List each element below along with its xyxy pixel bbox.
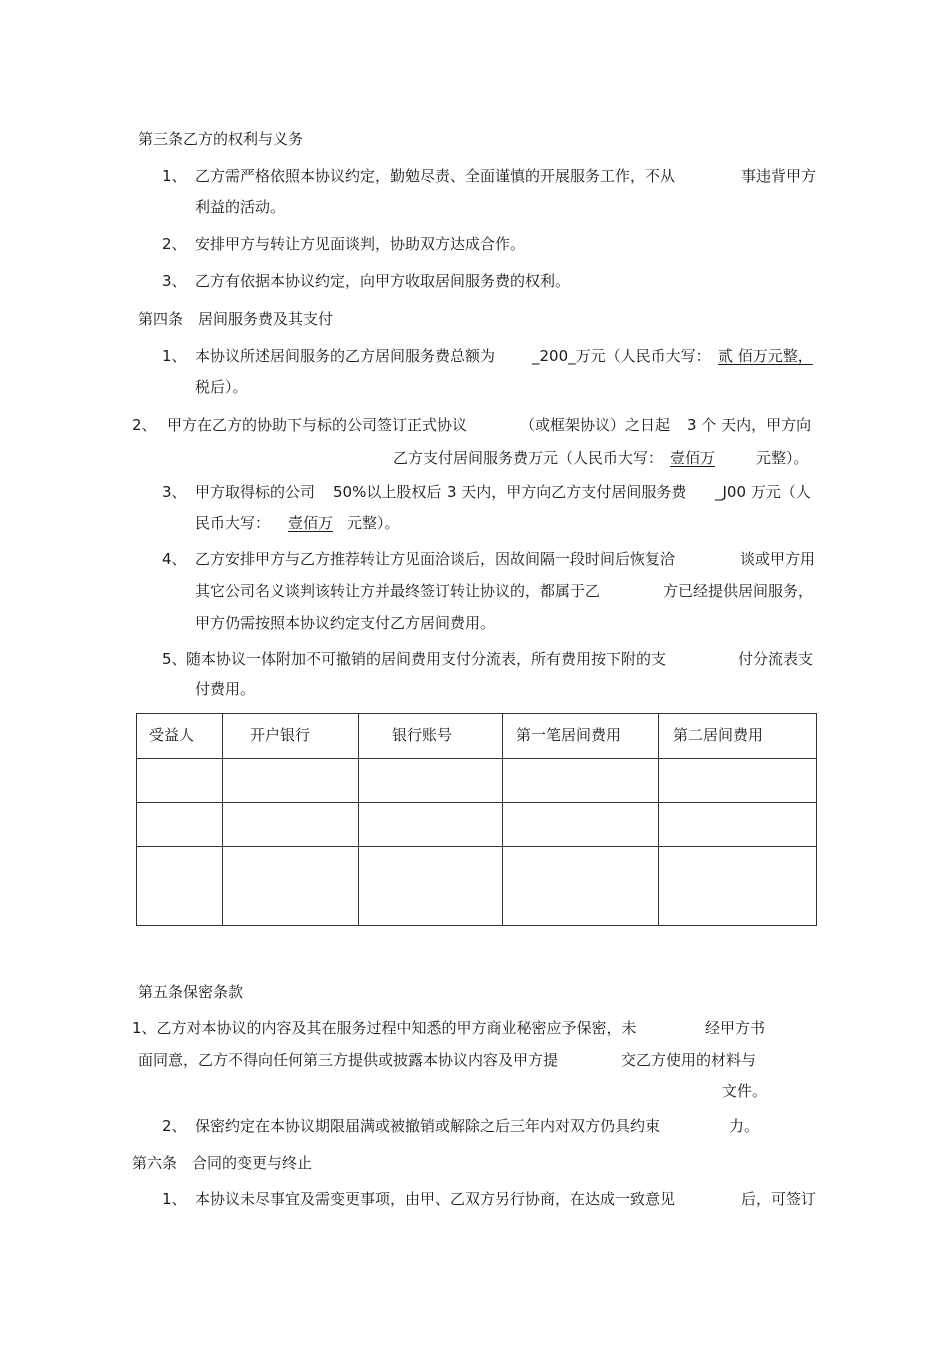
article4-item1-cont: 税后）。 <box>195 378 248 396</box>
article5-item1-text: 1、乙方对本协议的内容及其在服务过程中知悉的甲方商业秘密应予保密，未 <box>132 1019 637 1037</box>
table-header-beneficiary: 受益人 <box>149 726 195 744</box>
article3-item1-text: 乙方需严格依照本协议约定，勤勉尽责、全面谨慎的开展服务工作，不从 <box>195 167 676 185</box>
article5-item2-text: 保密约定在本协议期限届满或被撤销或解除之后三年内对双方仍具约束 <box>195 1117 661 1135</box>
article4-item2-line2: 乙方支付居间服务费万元（人民币大写： <box>393 449 664 467</box>
article4-item3-text-c: 3 天内，甲方向乙方支付居间服务费 <box>447 483 687 501</box>
article4-item5-text-b: 付分流表支 <box>738 650 814 668</box>
article5-heading: 第五条保密条款 <box>138 983 244 1001</box>
article3-item3-num: 3、 <box>162 272 187 290</box>
article4-item3-line2: 民币大写： <box>195 514 271 532</box>
article4-item1-text: 本协议所述居间服务的乙方居间服务费总额为 <box>195 347 496 365</box>
table-border <box>136 713 817 714</box>
article4-item2-words: 壹佰万 <box>670 449 716 467</box>
article5-item2-text-b: 力。 <box>729 1117 760 1135</box>
article4-item4-line2: 其它公司名义谈判该转让方并最终签订转让协议的，都属于乙 <box>195 582 601 600</box>
article3-item1-text-b: 事违背甲方 <box>741 167 817 185</box>
article4-item2-num: 2、 <box>132 416 157 434</box>
table-col-divider <box>658 713 659 926</box>
article4-item5-num: 5、 <box>162 650 187 668</box>
article3-item2-num: 2、 <box>162 235 187 253</box>
article5-item1-line2: 面同意，乙方不得向任何第三方提供或披露本协议内容及甲方提 <box>138 1051 559 1069</box>
article4-item3-words: 壹佰万 <box>288 514 334 532</box>
article5-item1-text-b: 经甲方书 <box>705 1019 766 1037</box>
table-border <box>816 713 817 926</box>
article5-item2-num: 2、 <box>162 1117 187 1135</box>
table-row-divider <box>136 802 817 803</box>
article4-item5-cont: 付费用。 <box>195 680 256 698</box>
article4-item3-num: 3、 <box>162 483 187 501</box>
article3-item1-num: 1、 <box>162 167 187 185</box>
article5-item1-line3: 文件。 <box>722 1082 768 1100</box>
article3-item2-text: 安排甲方与转让方见面谈判，协助双方达成合作。 <box>195 235 526 253</box>
article4-item2-text-b: （或框架协议）之日起 <box>520 416 671 434</box>
article4-item4-line2-b: 方已经提供居间服务， <box>663 582 814 600</box>
table-header-account: 银行账号 <box>392 726 453 744</box>
article4-item1-amount: _200_万元（人民币大写： <box>532 347 711 365</box>
article4-item2-text-c: 3 个 天内，甲方向 <box>687 416 812 434</box>
article6-item1-text: 本协议未尽事宜及需变更事项，由甲、乙双方另行协商，在达成一致意见 <box>195 1190 676 1208</box>
article4-item2-text: 甲方在乙方的协助下与标的公司签订正式协议 <box>167 416 468 434</box>
article4-item3-line2-b: 元整）。 <box>347 514 400 532</box>
article4-item3-text-d: _J00 万元（人 <box>715 483 811 501</box>
payment-distribution-table <box>136 713 817 926</box>
article3-item3-text: 乙方有依据本协议约定，向甲方收取居间服务费的权利。 <box>195 272 571 290</box>
article6-item1-text-b: 后，可签订 <box>741 1190 817 1208</box>
article4-item1-num: 1、 <box>162 347 187 365</box>
article4-item4-text-b: 谈或甲方用 <box>740 550 816 568</box>
article4-item1-amount-words: 贰 佰万元整， <box>718 347 813 365</box>
table-col-divider <box>358 713 359 926</box>
article3-item1-cont: 利益的活动。 <box>195 198 286 216</box>
table-col-divider <box>222 713 223 926</box>
table-border <box>136 925 817 926</box>
article4-item4-num: 4、 <box>162 550 187 568</box>
article4-item2-line2-b: 元整）。 <box>756 449 809 467</box>
table-row-divider <box>136 758 817 759</box>
table-header-first-fee: 第一笔居间费用 <box>516 726 622 744</box>
article4-item4-line3: 甲方仍需按照本协议约定支付乙方居间费用。 <box>195 614 496 632</box>
table-header-second-fee: 第二居间费用 <box>673 726 764 744</box>
article4-item4-text: 乙方安排甲方与乙方推荐转让方见面洽谈后，因故间隔一段时间后恢复洽 <box>195 550 676 568</box>
article6-item1-num: 1、 <box>162 1190 187 1208</box>
table-border <box>136 713 137 926</box>
table-row-divider <box>136 846 817 847</box>
article4-item5-text: 随本协议一体附加不可撤销的居间费用支付分流表，所有费用按下附的支 <box>186 650 667 668</box>
article3-heading: 第三条乙方的权利与义务 <box>138 130 304 148</box>
article5-item1-line2-b: 交乙方使用的材料与 <box>621 1051 757 1069</box>
article6-heading: 第六条 合同的变更与终止 <box>132 1154 313 1172</box>
article4-item3-text: 甲方取得标的公司 <box>195 483 316 501</box>
article4-item3-text-b: 50%以上股权后 <box>333 483 442 501</box>
table-header-bank: 开户银行 <box>250 726 311 744</box>
article4-heading: 第四条 居间服务费及其支付 <box>138 310 334 328</box>
table-col-divider <box>502 713 503 926</box>
